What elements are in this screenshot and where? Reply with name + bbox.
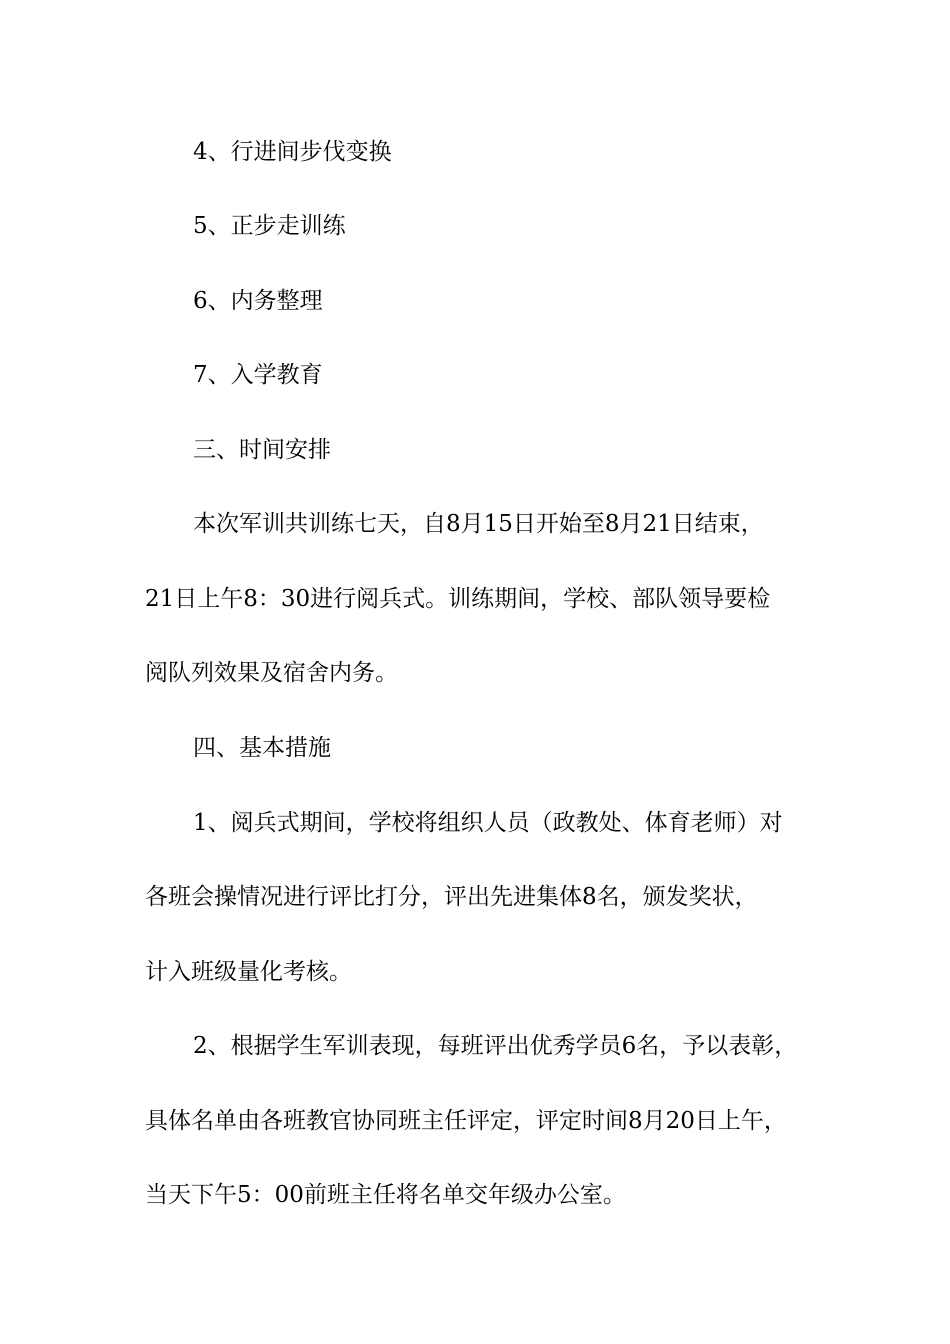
- measure-2-line-1: 2、根据学生军训表现，每班评出优秀学员6名，予以表彰，: [193, 1033, 798, 1059]
- list-item-5: 5、正步走训练: [193, 213, 346, 239]
- measure-1-line-3: 计入班级量化考核。: [145, 959, 352, 985]
- paragraph-schedule-line-3: 阅队列效果及宿舍内务。: [145, 660, 398, 686]
- list-item-6: 6、内务整理: [193, 288, 323, 314]
- section-heading-measures: 四、基本措施: [193, 735, 331, 761]
- section-heading-schedule: 三、时间安排: [193, 437, 331, 463]
- list-item-4: 4、行进间步伐变换: [193, 139, 392, 165]
- paragraph-schedule-line-1: 本次军训共训练七天，自8月15日开始至8月21日结束，: [193, 511, 764, 537]
- paragraph-schedule-line-2: 21日上午8：30进行阅兵式。训练期间，学校、部队领导要检: [145, 586, 771, 612]
- measure-1-line-1: 1、阅兵式期间，学校将组织人员（政教处、体育老师）对: [193, 810, 783, 836]
- list-item-7: 7、入学教育: [193, 362, 323, 388]
- measure-2-line-3: 当天下午5：00前班主任将名单交年级办公室。: [145, 1182, 626, 1208]
- measure-1-line-2: 各班会操情况进行评比打分，评出先进集体8名，颁发奖状，: [145, 884, 758, 910]
- measure-2-line-2: 具体名单由各班教官协同班主任评定，评定时间8月20日上午，: [145, 1108, 787, 1134]
